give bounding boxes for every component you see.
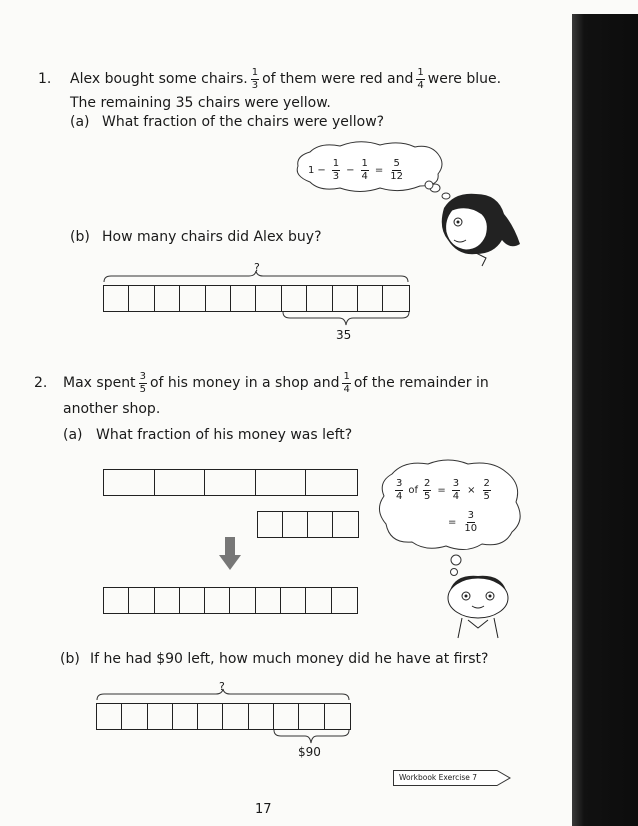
q2-top-brace: [96, 688, 350, 702]
q2-bar-remainder: [257, 511, 359, 538]
q2-bottom-brace: [273, 729, 350, 745]
q1a-question: What fraction of the chairs were yellow?: [102, 114, 385, 130]
q1-bubble-math: 1 − $\frac{1}{3}$ − $\frac{1}{4}$ = $\frac{5}{12}$: [308, 157, 404, 182]
page-number: 17: [255, 802, 272, 817]
q1b-label: (b): [70, 229, 90, 245]
q1-bottom-brace: [282, 311, 410, 327]
q1-unknown-mark: ?: [254, 261, 260, 274]
q1a-label: (a): [70, 114, 90, 130]
q2-fraction-spent: $\frac{3}{5}$: [139, 370, 146, 395]
q2-fraction-remainder: $\frac{1}{4}$: [343, 370, 350, 395]
q2b-bar-model: [96, 703, 351, 730]
q2-intro: Max spent $\frac{3}{5}$ of his money in a shop and $\frac{1}{4}$ of the remainder in: [63, 370, 489, 395]
q2-line2: another shop.: [63, 401, 161, 417]
q2-value-90: $90: [298, 745, 321, 759]
girl-illustration: [424, 180, 524, 270]
q1-bar-model: [103, 285, 410, 312]
q2-bar-whole: [103, 469, 358, 496]
q1-top-brace: [103, 270, 409, 284]
q2b-label: (b): [60, 651, 80, 667]
workbook-exercise-label: Workbook Exercise 7: [399, 773, 478, 782]
boy-illustration: [438, 568, 518, 640]
q2a-label: (a): [63, 427, 83, 443]
q2-bubble-line1: $\frac{3}{4}$ of $\frac{2}{5}$ = $\frac{3}{4}$ × $\frac{2}{5}$: [396, 477, 490, 502]
q1-intro: Alex bought some chairs. $\frac{1}{3}$ of them were red and $\frac{1}{4}$ were blue.: [70, 66, 502, 91]
q2-number: 2.: [34, 375, 48, 391]
q1-line2: The remaining 35 chairs were yellow.: [70, 95, 331, 111]
q1-number: 1.: [38, 71, 52, 87]
q2-bar-tenths: [103, 587, 358, 614]
q1b-question: How many chairs did Alex buy?: [102, 229, 322, 245]
q2b-question: If he had $90 left, how much money did he have at first?: [90, 651, 489, 667]
q2a-question: What fraction of his money was left?: [96, 427, 353, 443]
q1-fraction-red: $\frac{1}{3}$: [251, 66, 259, 91]
down-arrow-icon: [219, 537, 241, 571]
q1-value-35: 35: [336, 328, 352, 342]
q2-bubble-line2: = $\frac{3}{10}$: [448, 509, 478, 534]
q2-unknown-mark: ?: [219, 680, 225, 693]
q1-fraction-blue: $\frac{1}{4}$: [417, 66, 424, 91]
page-edge-shadow: [572, 14, 638, 826]
